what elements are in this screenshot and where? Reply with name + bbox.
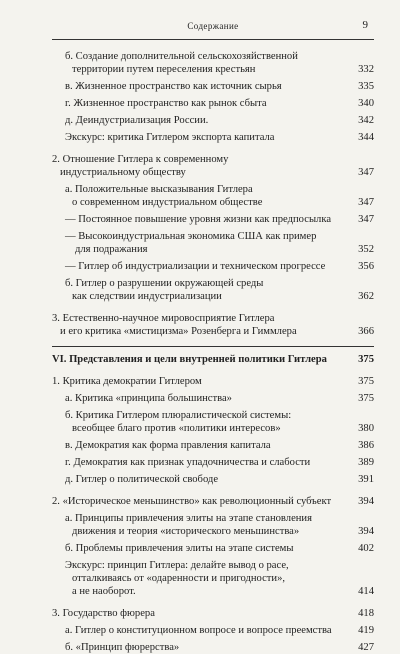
toc-page-number: 342 (358, 115, 374, 126)
toc-page-number: 414 (358, 586, 374, 597)
toc-entry-text: всеобщее благо против «политики интересов» (72, 423, 281, 434)
toc-entry-text: индустриальному обществу (60, 167, 186, 178)
toc-page-number: 419 (358, 625, 374, 636)
toc-entry-text: VI. Представления и цели внутренней политики Гитлера (52, 354, 327, 365)
toc-entry-text: территории путем переселения крестьян (72, 64, 256, 75)
toc-entry[interactable] (52, 230, 374, 256)
toc-entry-text: г. Жизненное пространство как рынок сбыта (65, 98, 267, 109)
toc-page-number: 356 (358, 261, 374, 272)
toc-entry-text: а. Положительные высказывания Гитлера (65, 184, 253, 195)
page-number: 9 (362, 19, 368, 31)
toc-page-number: 375 (358, 393, 374, 404)
toc-entry[interactable] (52, 624, 374, 637)
toc-entry-text: 3. Естественно-научное мировосприятие Гитлера (52, 313, 275, 324)
toc-page-number: 386 (358, 440, 374, 451)
toc-page-number: 375 (358, 376, 374, 387)
toc-entry-text: б. Критика Гитлером плюралистической системы: (65, 410, 292, 421)
toc-page-number: 362 (358, 291, 374, 302)
toc-entry[interactable] (52, 131, 374, 144)
toc-page-number: 391 (358, 474, 374, 485)
toc-page-number: 402 (358, 543, 374, 554)
toc-entry[interactable] (52, 50, 374, 76)
toc-entry-text: д. Гитлер о политической свободе (65, 474, 219, 485)
toc-entry-text: и его критика «мистицизма» Розенберга и Гиммлера (60, 326, 297, 337)
toc-entry-text: б. «Принцип фюрерства» (65, 642, 180, 653)
toc-entry-text: б. Проблемы привлечения элиты на этапе системы (65, 543, 294, 554)
table-of-contents (52, 50, 374, 654)
toc-entry-text: 1. Критика демократии Гитлером (52, 376, 202, 387)
toc-entry-text: — Постоянное повышение уровня жизни как предпосылка (65, 214, 332, 225)
toc-page-number: 335 (358, 81, 374, 92)
toc-entry[interactable] (52, 375, 374, 388)
section-divider (52, 346, 374, 347)
toc-entry[interactable] (52, 409, 374, 435)
toc-entry-text: а. Критика «принципа большинства» (65, 393, 232, 404)
toc-entry[interactable] (52, 392, 374, 405)
toc-entry[interactable] (52, 153, 374, 179)
toc-entry[interactable] (52, 312, 374, 338)
toc-entry-text: д. Деиндустриализация России. (65, 115, 209, 126)
toc-entry-text: а не наоборот. (72, 586, 136, 597)
toc-page-number: 347 (358, 167, 374, 178)
toc-entry[interactable] (52, 542, 374, 555)
toc-entry[interactable] (52, 559, 374, 598)
toc-entry[interactable] (52, 495, 374, 508)
toc-page-number: 380 (358, 423, 374, 434)
toc-entry-text: как следствии индустриализации (72, 291, 222, 302)
toc-entry-text: а. Принципы привлечения элиты на этапе становления (65, 513, 312, 524)
toc-page-number: 347 (358, 214, 374, 225)
toc-entry-text: 2. Отношение Гитлера к современному (52, 154, 229, 165)
toc-entry[interactable] (52, 473, 374, 486)
toc-entry-text: в. Жизненное пространство как источник сырья (65, 81, 282, 92)
toc-entry[interactable] (52, 114, 374, 127)
toc-entry-text: — Гитлер об индустриализации и техническом прогрессе (65, 261, 326, 272)
toc-entry-text: г. Демократия как признак упадочничества и слабости (65, 457, 311, 468)
toc-page-number: 394 (358, 526, 374, 537)
toc-entry-text: а. Гитлер о конституционном вопросе и вопросе преемства (65, 625, 332, 636)
toc-entry-text: б. Гитлер о разрушении окружающей среды (65, 278, 264, 289)
toc-entry-text: б. Создание дополнительной сельскохозяйственной (65, 51, 298, 62)
toc-entry-text: отталкиваясь от «одаренности и пригодности», (72, 573, 286, 584)
toc-entry[interactable] (52, 456, 374, 469)
toc-entry[interactable] (52, 183, 374, 209)
toc-page-number: 394 (358, 496, 374, 507)
toc-page-number: 340 (358, 98, 374, 109)
toc-page-number: 389 (358, 457, 374, 468)
toc-entry-text: движения и теория «исторического меньшинства» (72, 526, 300, 537)
toc-page-number: 352 (358, 244, 374, 255)
toc-entry[interactable] (52, 607, 374, 620)
toc-page-number: 332 (358, 64, 374, 75)
running-header-title: Содержание (187, 21, 239, 31)
toc-entry[interactable] (52, 512, 374, 538)
toc-entry[interactable] (52, 80, 374, 93)
toc-entry-text: 2. «Историческое меньшинство» как революционный субъект (52, 496, 332, 507)
toc-page-number: 347 (358, 197, 374, 208)
toc-entry-text: в. Демократия как форма правления капитала (65, 440, 271, 451)
toc-page-number: 418 (358, 608, 374, 619)
toc-entry[interactable] (52, 353, 374, 366)
toc-entry[interactable] (52, 641, 374, 654)
running-header (52, 17, 374, 40)
toc-entry-text: для подражания (75, 244, 148, 255)
toc-page-number: 375 (358, 354, 374, 365)
toc-entry[interactable] (52, 439, 374, 452)
toc-entry-text: о современном индустриальном обществе (72, 197, 263, 208)
toc-entry[interactable] (52, 277, 374, 303)
toc-entry[interactable] (52, 97, 374, 110)
toc-entry[interactable] (52, 213, 374, 226)
toc-entry[interactable] (52, 260, 374, 273)
toc-page-number: 344 (358, 132, 374, 143)
toc-page-number: 366 (358, 326, 374, 337)
toc-page-number: 427 (358, 642, 374, 653)
toc-entry-text: — Высокоиндустриальная экономика США как пример (65, 231, 317, 242)
toc-entry-text: Экскурс: принцип Гитлера: делайте вывод о расе, (65, 560, 289, 571)
toc-entry-text: 3. Государство фюрера (52, 608, 155, 619)
toc-entry-text: Экскурс: критика Гитлером экспорта капитала (65, 132, 275, 143)
